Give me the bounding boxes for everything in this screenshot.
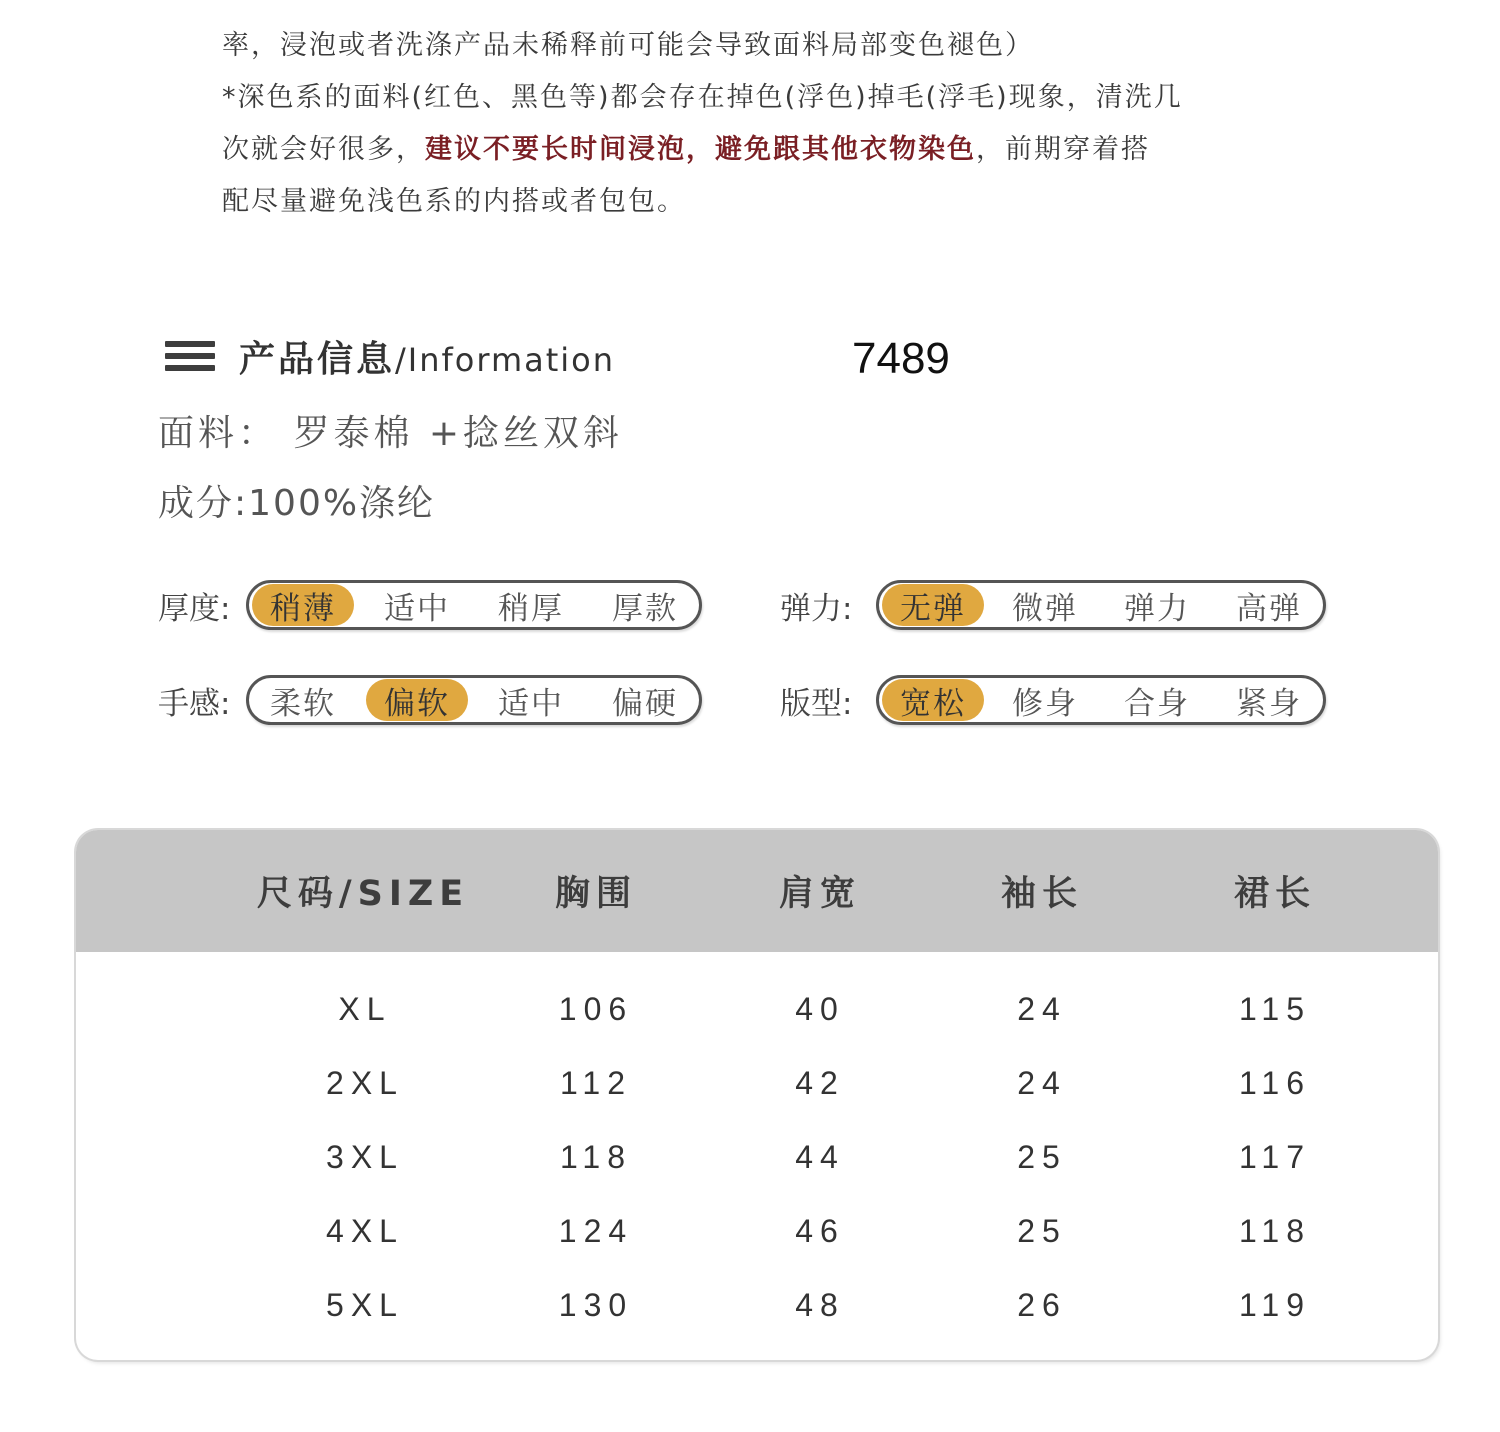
table-cell: 119 bbox=[1238, 1286, 1311, 1323]
table-cell: 3XL bbox=[326, 1138, 404, 1175]
section-title-cn: 产品信息 bbox=[239, 338, 396, 380]
attr-fit bbox=[780, 675, 1326, 725]
option-item: 偏软 bbox=[366, 679, 468, 721]
option-item: 无弹 bbox=[882, 584, 984, 626]
table-row bbox=[76, 972, 1438, 1046]
table-cell: 2XL bbox=[326, 1064, 404, 1101]
option-pill bbox=[246, 675, 702, 725]
table-row bbox=[76, 1120, 1438, 1194]
option-item: 厚款 bbox=[612, 590, 678, 627]
option-item: 偏硬 bbox=[612, 685, 678, 722]
size-table bbox=[76, 830, 1438, 1360]
care-note-line: 率，浸泡或者洗涤产品未稀释前可能会导致面料局部变色褪色） bbox=[222, 30, 1034, 61]
table-cell: 118 bbox=[559, 1138, 632, 1175]
table-cell: 117 bbox=[1238, 1138, 1311, 1175]
table-cell: 48 bbox=[795, 1286, 845, 1323]
table-cell: 25 bbox=[1017, 1138, 1067, 1175]
table-cell: 4XL bbox=[326, 1212, 404, 1249]
option-item: 宽松 bbox=[882, 679, 984, 721]
option-item: 适中 bbox=[384, 590, 450, 627]
header-cell: 胸围 bbox=[554, 874, 637, 914]
table-cell: 106 bbox=[558, 990, 634, 1027]
table-row bbox=[76, 1046, 1438, 1120]
option-item: 弹力 bbox=[1124, 590, 1190, 627]
option-item: 修身 bbox=[1012, 685, 1078, 722]
table-row bbox=[76, 1268, 1438, 1342]
attr-label: 弹力: bbox=[780, 590, 853, 627]
table-cell: 130 bbox=[558, 1286, 634, 1323]
attr-label: 厚度: bbox=[158, 590, 231, 627]
table-cell: 26 bbox=[1017, 1286, 1067, 1323]
product-code: 7489 bbox=[852, 334, 950, 383]
table-cell: 24 bbox=[1017, 1064, 1067, 1101]
header-cell: 袖长 bbox=[1000, 874, 1083, 914]
option-pill bbox=[246, 580, 702, 630]
care-note-line bbox=[222, 124, 1302, 176]
table-cell: 25 bbox=[1017, 1212, 1067, 1249]
option-item: 稍薄 bbox=[252, 584, 354, 626]
care-note-line: *深色系的面料(红色、黑色等)都会存在掉色(浮色)掉毛(浮毛)现象，清洗几 bbox=[222, 82, 1183, 113]
section-title bbox=[239, 331, 615, 382]
table-cell: 115 bbox=[1238, 990, 1311, 1027]
option-item: 微弹 bbox=[1012, 590, 1078, 627]
header-cell: 裙长 bbox=[1233, 874, 1316, 914]
composition-info: 成分:100%涤纶 bbox=[158, 483, 436, 524]
header-cell: 肩宽 bbox=[778, 874, 861, 914]
option-item: 适中 bbox=[498, 685, 564, 722]
size-table-body bbox=[76, 952, 1438, 1342]
section-header bbox=[165, 330, 615, 382]
care-note-text: 次就会好很多， bbox=[222, 134, 425, 165]
care-notes bbox=[222, 20, 1302, 228]
table-cell: 24 bbox=[1017, 990, 1067, 1027]
table-cell: 5XL bbox=[326, 1286, 404, 1323]
care-note-highlight: 建议不要长时间浸泡，避免跟其他衣物染色 bbox=[425, 134, 976, 165]
table-cell: 112 bbox=[559, 1064, 632, 1101]
section-title-en: /Information bbox=[395, 340, 616, 379]
option-item: 稍厚 bbox=[498, 590, 564, 627]
attr-label: 手感: bbox=[158, 685, 231, 722]
table-cell: 42 bbox=[795, 1064, 845, 1101]
care-note-line: 配尽量避免浅色系的内搭或者包包。 bbox=[222, 186, 686, 217]
header-cell: 尺码/SIZE bbox=[256, 874, 470, 914]
attr-label: 版型: bbox=[780, 685, 853, 722]
table-cell: 46 bbox=[795, 1212, 845, 1249]
option-item: 合身 bbox=[1124, 685, 1190, 722]
option-item: 柔软 bbox=[270, 685, 336, 722]
attr-thickness bbox=[158, 580, 702, 630]
table-cell: 40 bbox=[795, 990, 845, 1027]
option-pill bbox=[876, 580, 1326, 630]
attr-feel bbox=[158, 675, 702, 725]
menu-icon bbox=[165, 341, 215, 371]
fabric-info: 面料： 罗泰棉 +捻丝双斜 bbox=[158, 413, 624, 454]
care-note-text: ，前期穿着搭 bbox=[976, 134, 1150, 165]
table-cell: 44 bbox=[795, 1138, 845, 1175]
attr-elasticity bbox=[780, 580, 1326, 630]
size-table-header bbox=[76, 830, 1438, 952]
table-cell: 124 bbox=[558, 1212, 634, 1249]
option-item: 高弹 bbox=[1236, 590, 1302, 627]
table-cell: XL bbox=[338, 990, 392, 1027]
table-cell: 118 bbox=[1238, 1212, 1311, 1249]
option-item: 紧身 bbox=[1236, 685, 1302, 722]
option-pill bbox=[876, 675, 1326, 725]
table-row bbox=[76, 1194, 1438, 1268]
table-cell: 116 bbox=[1238, 1064, 1311, 1101]
